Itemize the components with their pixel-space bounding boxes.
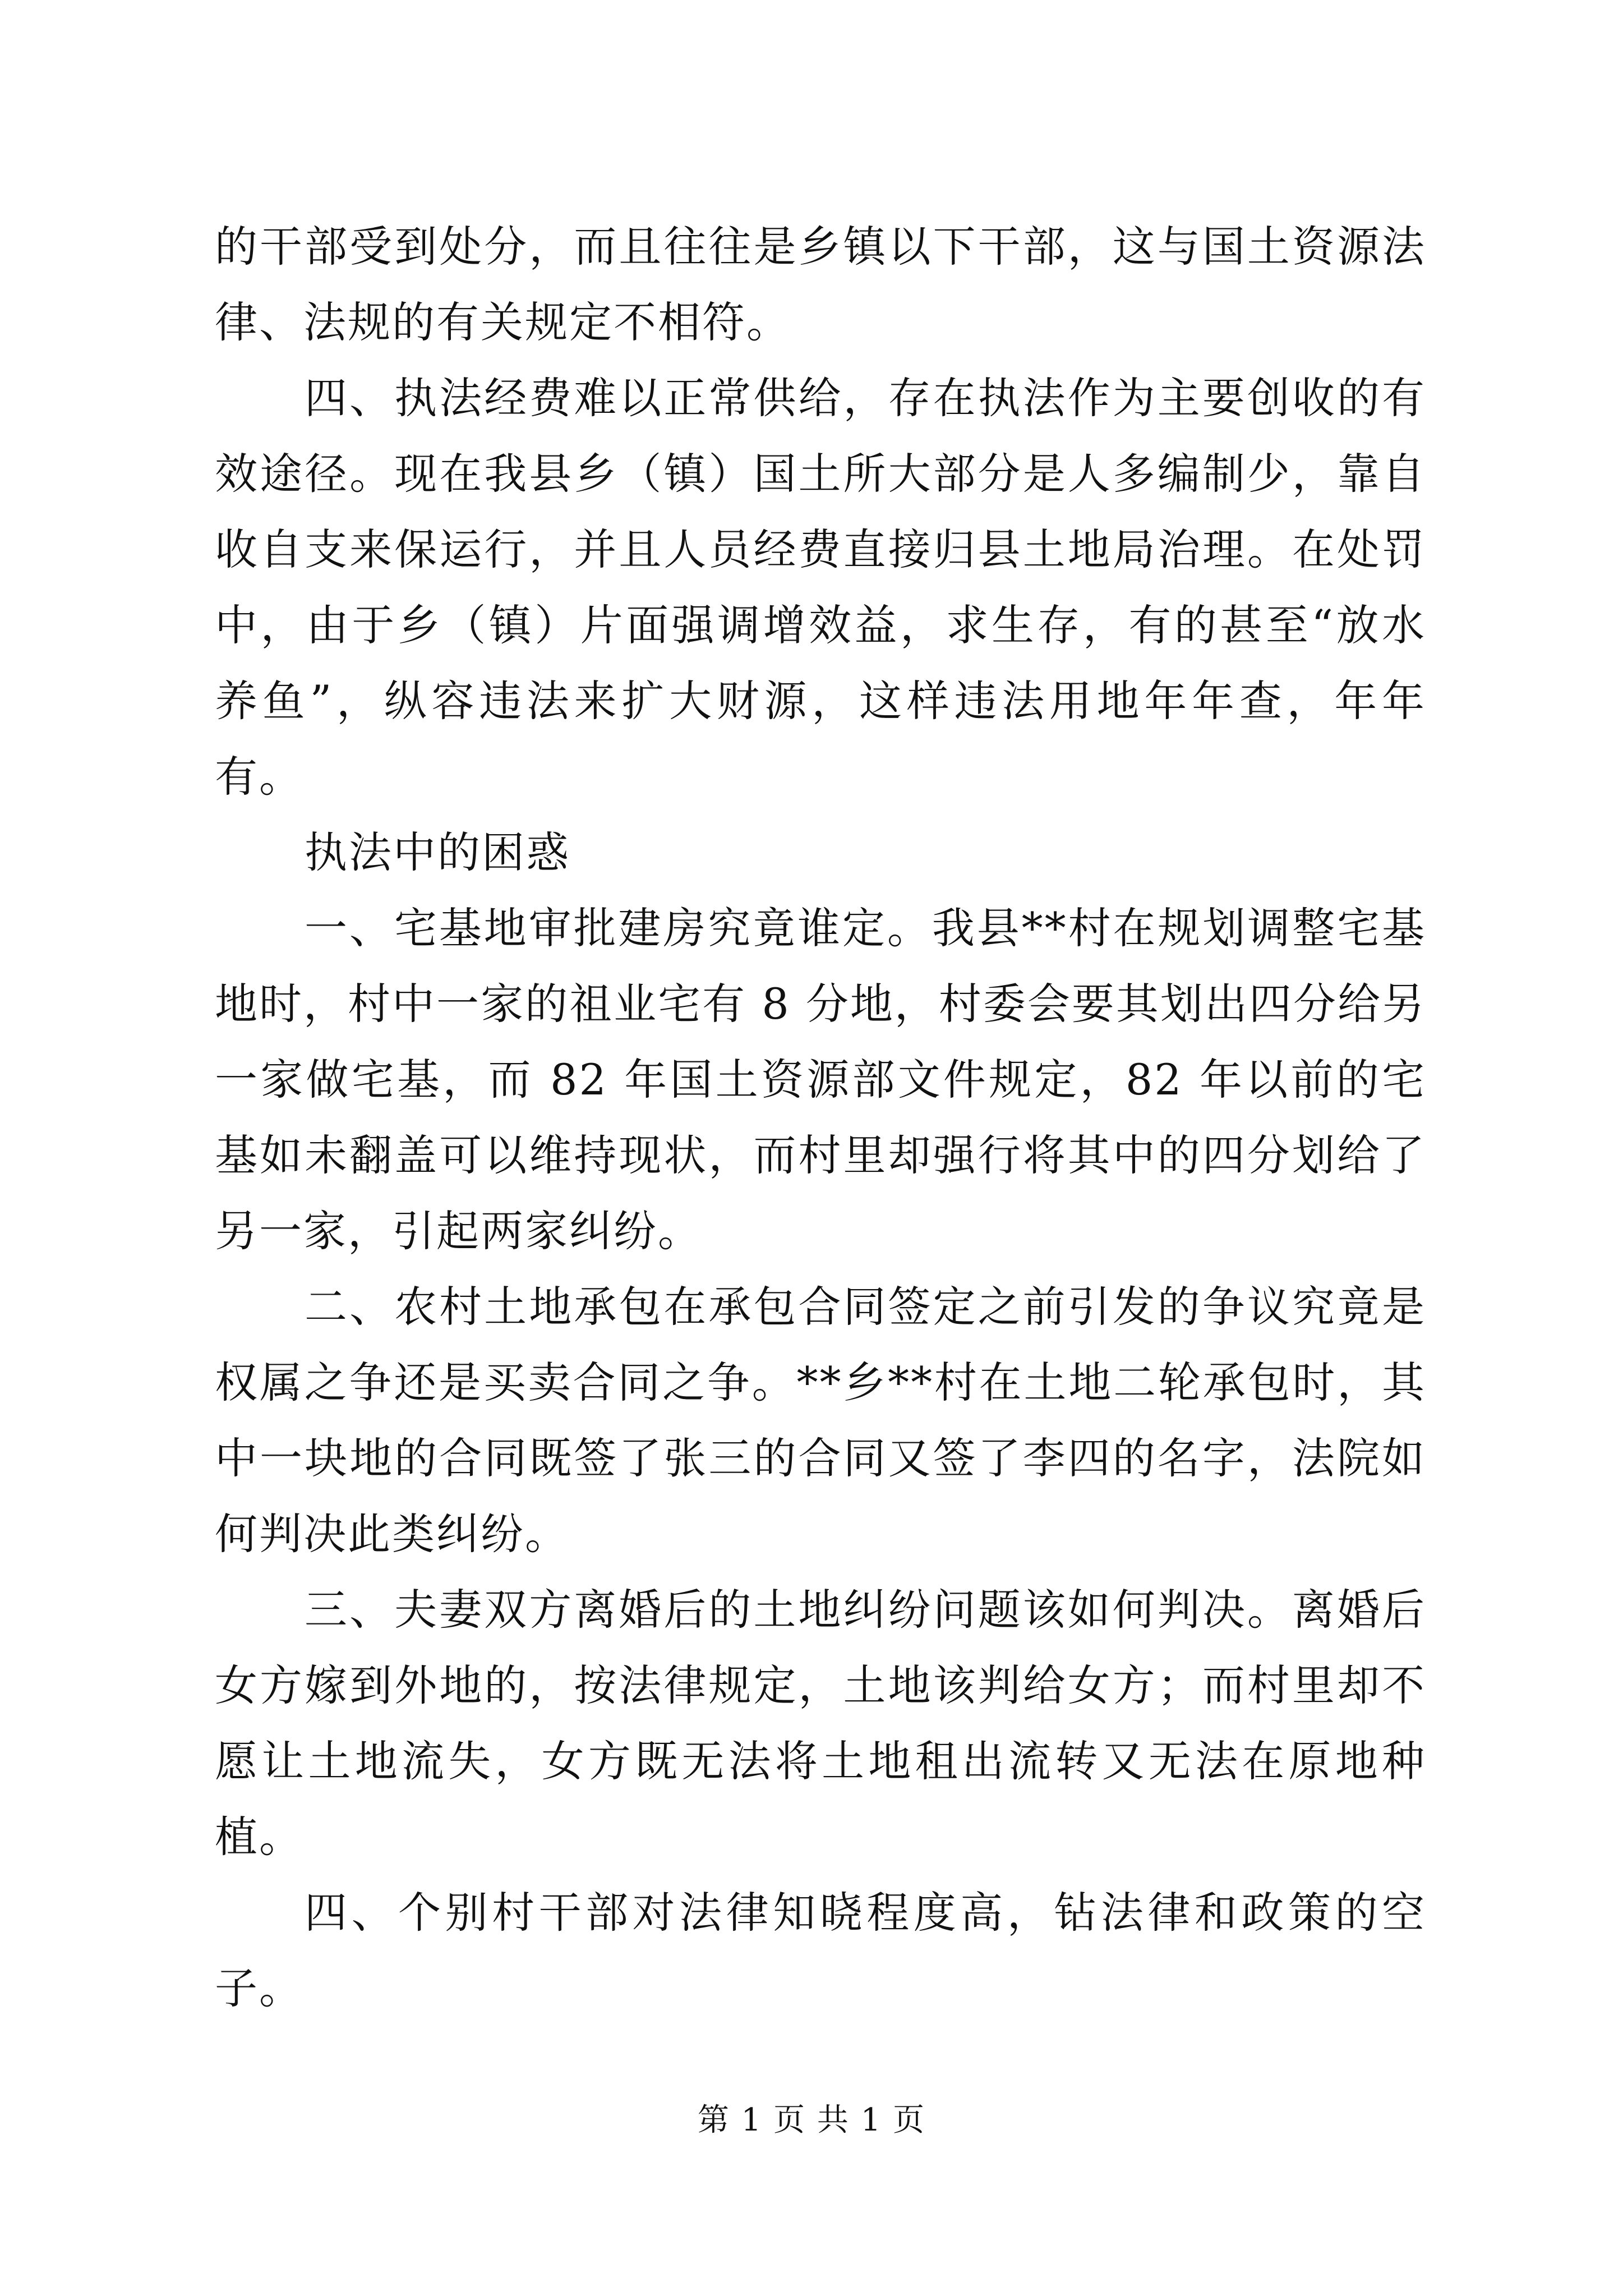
paragraph-4: 二、农村土地承包在承包合同签定之前引发的争议究竟是权属之争还是买卖合同之争。**乡**村在土地二轮承包时，其中一块地的合同既签了张三的合同又签了李四的名字，法院如何判决此类纠纷。	[215, 1282, 1426, 1559]
paragraph-3: 一、宅基地审批建房究竟谁定。我县**村在规划调整宅基地时，村中一家的祖业宅有 8 分地，村委会要其划出四分给另一家做宅基，而 82 年国土资源部文件规定，82 年以前的宅基如未翻盖可以维持现状，而村里却强行将其中的四分划给了另一家，引起两家纠纷。	[215, 903, 1426, 1256]
paragraph-6: 四、个别村干部对法律知晓程度高，钻法律和政策的空子。	[215, 1888, 1426, 2013]
document-body	[215, 209, 1426, 2026]
page-number-footer: 第 1 页 共 1 页	[697, 2102, 926, 2138]
paragraph-2: 四、执法经费难以正常供给，存在执法作为主要创收的有效途径。现在我县乡（镇）国土所大部分是人多编制少，靠自收自支来保运行，并且人员经费直接归县土地局治理。在处罚中，由于乡（镇）片面强调增效益，求生存，有的甚至“放水养鱼”，纵容违法来扩大财源，这样违法用地年年查，年年有。	[215, 373, 1426, 802]
section-heading: 执法中的困惑	[305, 827, 570, 877]
paragraph-1: 的干部受到处分，而且往往是乡镇以下干部，这与国土资源法律、法规的有关规定不相符。	[215, 222, 1426, 347]
paragraph-5: 三、夫妻双方离婚后的土地纠纷问题该如何判决。离婚后女方嫁到外地的，按法律规定，土地该判给女方；而村里却不愿让土地流失，女方既无法将土地租出流转又无法在原地种植。	[215, 1585, 1426, 1862]
